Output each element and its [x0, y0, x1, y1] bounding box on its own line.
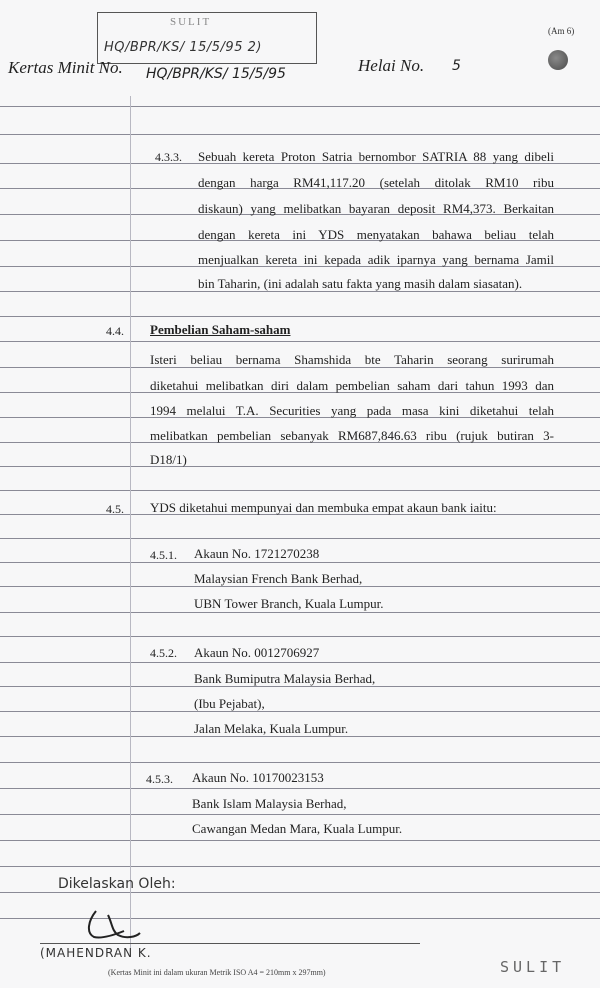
section-number: 4.5. — [106, 502, 124, 516]
paragraph-line: D18/1) — [150, 452, 187, 467]
account-line: Akaun No. 10170023153 — [192, 770, 324, 785]
ruled-line — [0, 612, 600, 613]
ruled-line — [0, 134, 600, 135]
ruled-line — [0, 788, 600, 789]
account-line: Bank Bumiputra Malaysia Berhad, — [194, 671, 376, 686]
item-number: 4.3.3. — [155, 150, 182, 164]
ruled-line — [0, 341, 600, 342]
signatory-name: (MAHENDRAN K. — [40, 946, 152, 960]
account-number-label: 4.5.1. — [150, 548, 177, 562]
punch-hole — [548, 50, 568, 70]
section-heading: Pembelian Saham-saham — [150, 322, 291, 337]
account-line: Akaun No. 1721270238 — [194, 546, 320, 561]
paragraph-line: Isteri beliau bernama Shamshida bte Taharin seorang surirumah — [150, 352, 554, 367]
account-line: UBN Tower Branch, Kuala Lumpur. — [194, 596, 384, 611]
paragraph-line: dengan kereta ini YDS menyatakan bahawa beliau telah — [198, 227, 554, 242]
stamp-top-text: SULIT — [170, 16, 212, 28]
section-number: 4.4. — [106, 324, 124, 338]
form-code: (Am 6) — [548, 26, 575, 36]
account-line: Akaun No. 0012706927 — [194, 645, 320, 660]
account-line: Malaysian French Bank Berhad, — [194, 571, 363, 586]
paper-size-note: (Kertas Minit ini dalam ukuran Metrik ISO A4 = 210mm x 297mm) — [108, 968, 326, 977]
paragraph-line: diskaun) yang melibatkan bayaran deposit RM4,373. Berkaitan — [198, 201, 554, 216]
paragraph-line: YDS diketahui mempunyai dan membuka empat akaun bank iaitu: — [150, 500, 497, 515]
ruled-line — [0, 490, 600, 491]
ruled-line — [0, 711, 600, 712]
ruled-line — [0, 538, 600, 539]
paragraph-line: melibatkan pembelian sebanyak RM687,846.63 ribu (rujuk butiran 3- — [150, 428, 554, 443]
account-line: (Ibu Pejabat), — [194, 696, 265, 711]
minute-label: Kertas Minit No. — [8, 58, 123, 77]
account-line: Bank Islam Malaysia Berhad, — [192, 796, 347, 811]
ruled-line — [0, 662, 600, 663]
ruled-line — [0, 892, 600, 893]
paragraph-line: dengan harga RM41,117.20 (setelah ditolak RM10 ribu — [198, 175, 554, 190]
paragraph-line: 1994 melalui T.A. Securities yang pada masa kini diketahui telah — [150, 403, 554, 418]
signature-line — [40, 943, 420, 944]
classification-mark: SULIT — [500, 958, 566, 976]
sheet-label: Helai No. — [358, 56, 425, 75]
minute-number: HQ/BPR/KS/ 15/5/95 — [146, 66, 286, 82]
ruled-line — [0, 316, 600, 317]
paragraph-line: bin Taharin, (ini adalah satu fakta yang masih dalam siasatan). — [198, 276, 523, 291]
ruled-line — [0, 106, 600, 107]
stamp-reference: HQ/BPR/KS/ 15/5/95 2) — [104, 40, 262, 55]
account-line: Jalan Melaka, Kuala Lumpur. — [194, 721, 349, 736]
account-number-label: 4.5.3. — [146, 772, 173, 786]
ruled-line — [0, 562, 600, 563]
paragraph-line: diketahui melibatkan diri dalam pembelian saham dari tahun 1993 dan — [150, 378, 554, 393]
ruled-line — [0, 762, 600, 763]
ruled-line — [0, 466, 600, 467]
classified-by-label: Dikelaskan Oleh: — [58, 876, 176, 892]
signature-icon — [78, 905, 148, 945]
ruled-line — [0, 840, 600, 841]
sheet-number: 5 — [452, 58, 461, 74]
ruled-line — [0, 866, 600, 867]
account-line: Cawangan Medan Mara, Kuala Lumpur. — [192, 821, 403, 836]
paragraph-line: menjualkan kereta ini kepada adik iparnya yang bernama Jamil — [198, 252, 554, 267]
ruled-line — [0, 814, 600, 815]
account-number-label: 4.5.2. — [150, 646, 177, 660]
paragraph-line: Sebuah kereta Proton Satria bernombor SATRIA 88 yang dibeli — [198, 149, 554, 164]
ruled-line — [0, 636, 600, 637]
margin-line — [130, 96, 131, 948]
